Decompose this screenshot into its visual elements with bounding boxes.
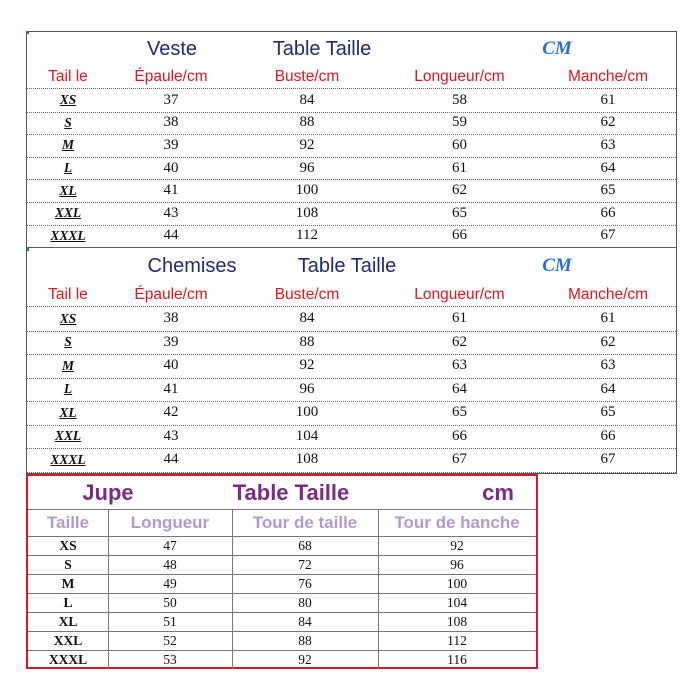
- measurement-cell: 88: [298, 632, 312, 648]
- measurement-cell: 51: [163, 613, 177, 629]
- measurement-cell: 108: [295, 451, 319, 468]
- measurement-cell: 100: [295, 404, 319, 421]
- measurement-cell: 43: [163, 204, 179, 221]
- table-row: [28, 555, 536, 575]
- measurement-cell: 72: [298, 556, 312, 572]
- veste-title-row: [27, 32, 676, 66]
- measurement-cell: 60: [452, 136, 467, 153]
- measurement-cell: 38: [163, 310, 179, 327]
- veste-table-title: Table Taille: [272, 37, 372, 60]
- measurement-cell: 61: [452, 159, 467, 176]
- measurement-cell: 59: [452, 114, 467, 131]
- size-label: XL: [59, 182, 77, 198]
- measurement-cell: 112: [447, 632, 467, 648]
- table-row: [28, 631, 536, 651]
- measurement-cell: 76: [298, 575, 312, 591]
- measurement-cell: 65: [600, 404, 616, 421]
- measurement-cell: 68: [298, 537, 312, 553]
- measurement-cell: 84: [298, 613, 312, 629]
- measurement-cell: 96: [450, 556, 464, 572]
- header-waist: Tour de taille: [252, 513, 358, 532]
- measurement-cell: 40: [163, 357, 179, 374]
- measurement-cell: 84: [299, 91, 315, 108]
- jupe-name: Jupe: [82, 479, 134, 505]
- size-label: S: [64, 556, 72, 572]
- measurement-cell: 37: [163, 91, 179, 108]
- measurement-cell: 96: [299, 380, 315, 397]
- measurement-cell: 44: [163, 451, 179, 468]
- measurement-cell: 39: [163, 136, 179, 153]
- jupe-header-row: [28, 509, 536, 537]
- table-row: [27, 354, 676, 379]
- header-sleeve: Manche/cm: [567, 286, 649, 303]
- measurement-cell: 67: [600, 227, 616, 244]
- table-row: [27, 89, 676, 113]
- table-row: [27, 331, 676, 356]
- measurement-cell: 108: [295, 204, 319, 221]
- table-row: [27, 202, 676, 226]
- size-label: L: [63, 160, 73, 176]
- header-size: Tail le: [48, 286, 88, 303]
- header-size: Tail le: [48, 68, 88, 85]
- measurement-cell: 47: [163, 537, 177, 553]
- table-row: [27, 307, 676, 332]
- size-label: M: [61, 357, 74, 373]
- measurement-cell: 62: [452, 333, 467, 350]
- veste-header-row: [27, 66, 676, 89]
- measurement-cell: 88: [299, 114, 315, 131]
- table-row: [27, 425, 676, 450]
- measurement-cell: 67: [600, 451, 616, 468]
- chemises-name: Chemises: [147, 254, 237, 277]
- table-row: [27, 157, 676, 181]
- header-bust: Buste/cm: [274, 68, 340, 85]
- measurement-cell: 41: [163, 182, 179, 199]
- size-label: L: [63, 594, 73, 610]
- measurement-cell: 49: [163, 575, 177, 591]
- measurement-cell: 104: [446, 594, 468, 610]
- table-row: [27, 378, 676, 403]
- size-label: XS: [59, 310, 77, 326]
- chemises-unit: CM: [542, 255, 572, 276]
- measurement-cell: 63: [600, 136, 616, 153]
- table-row: [27, 401, 676, 426]
- jupe-title-row: [28, 476, 536, 509]
- chemises-title-row: [27, 248, 676, 284]
- header-sleeve: Manche/cm: [567, 68, 649, 85]
- jupe-table: [26, 474, 538, 669]
- measurement-cell: 41: [163, 380, 179, 397]
- measurement-cell: 64: [600, 380, 616, 397]
- measurement-cell: 43: [163, 427, 179, 444]
- size-label: M: [61, 137, 74, 153]
- measurement-cell: 84: [299, 310, 315, 327]
- measurement-cell: 44: [163, 227, 179, 244]
- measurement-cell: 64: [452, 380, 467, 397]
- measurement-cell: 38: [163, 114, 179, 131]
- measurement-cell: 66: [600, 204, 616, 221]
- measurement-cell: 100: [295, 182, 319, 199]
- size-label: XXXL: [48, 651, 88, 667]
- size-label: XXXL: [50, 451, 86, 467]
- measurement-cell: 66: [452, 427, 467, 444]
- table-row: [27, 112, 676, 136]
- measurement-cell: 61: [600, 91, 616, 108]
- size-label: XS: [59, 537, 77, 553]
- measurement-cell: 62: [452, 182, 467, 199]
- jupe-table-title: Table Taille: [232, 479, 350, 505]
- header-length: Longueur/cm: [414, 68, 505, 85]
- measurement-cell: 61: [452, 310, 467, 327]
- measurement-cell: 66: [600, 427, 616, 444]
- size-label: XL: [59, 404, 77, 420]
- size-label: XS: [59, 92, 77, 108]
- header-bust: Buste/cm: [274, 286, 340, 303]
- measurement-cell: 58: [452, 91, 467, 108]
- measurement-cell: 42: [163, 404, 179, 421]
- veste-table: [26, 31, 677, 248]
- table-row: [28, 593, 536, 613]
- table-row: [27, 448, 676, 473]
- measurement-cell: 65: [600, 182, 616, 199]
- jupe-unit: cm: [482, 479, 514, 505]
- header-length: Longueur: [130, 513, 210, 532]
- measurement-cell: 65: [452, 204, 467, 221]
- measurement-cell: 66: [452, 227, 467, 244]
- table-row: [27, 134, 676, 158]
- measurement-cell: 53: [163, 651, 177, 667]
- measurement-cell: 62: [600, 333, 616, 350]
- veste-name: Veste: [146, 37, 198, 60]
- table-row: [28, 536, 536, 556]
- measurement-cell: 61: [600, 310, 616, 327]
- measurement-cell: 64: [600, 159, 616, 176]
- measurement-cell: 80: [298, 594, 312, 610]
- chemises-header-row: [27, 284, 676, 307]
- size-label: XL: [58, 613, 78, 629]
- size-label: XXL: [54, 205, 82, 221]
- measurement-cell: 65: [452, 404, 467, 421]
- measurement-cell: 50: [163, 594, 177, 610]
- measurement-cell: 62: [600, 114, 616, 131]
- size-label: L: [63, 381, 73, 397]
- veste-unit: CM: [542, 38, 572, 59]
- header-length: Longueur/cm: [414, 286, 505, 303]
- measurement-cell: 92: [450, 537, 464, 553]
- size-label: S: [64, 334, 72, 350]
- measurement-cell: 92: [299, 357, 315, 374]
- measurement-cell: 116: [447, 651, 467, 667]
- size-label: XXL: [53, 632, 83, 648]
- header-shoulder: Épaule/cm: [134, 286, 208, 303]
- table-row: [28, 612, 536, 632]
- measurement-cell: 63: [600, 357, 616, 374]
- table-row: [27, 179, 676, 203]
- table-row: [27, 225, 676, 249]
- size-label: S: [64, 114, 72, 130]
- measurement-cell: 88: [299, 333, 315, 350]
- measurement-cell: 96: [299, 159, 315, 176]
- measurement-cell: 92: [299, 136, 315, 153]
- measurement-cell: 40: [163, 159, 179, 176]
- header-shoulder: Épaule/cm: [134, 68, 208, 85]
- measurement-cell: 48: [163, 556, 177, 572]
- measurement-cell: 100: [446, 575, 468, 591]
- measurement-cell: 112: [296, 227, 318, 244]
- size-label: XXL: [54, 428, 82, 444]
- measurement-cell: 67: [452, 451, 467, 468]
- measurement-cell: 104: [295, 427, 319, 444]
- measurement-cell: 63: [452, 357, 467, 374]
- measurement-cell: 92: [298, 651, 312, 667]
- measurement-cell: 52: [163, 632, 177, 648]
- size-label: XXXL: [50, 227, 86, 243]
- header-size: Taille: [46, 513, 90, 532]
- chemises-table-title: Table Taille: [297, 254, 397, 277]
- measurement-cell: 39: [163, 333, 179, 350]
- table-row: [28, 574, 536, 594]
- size-label: M: [61, 575, 75, 591]
- chemises-table: [26, 248, 677, 474]
- header-hip: Tour de hanche: [394, 513, 520, 532]
- measurement-cell: 108: [446, 613, 468, 629]
- table-row: [28, 650, 536, 669]
